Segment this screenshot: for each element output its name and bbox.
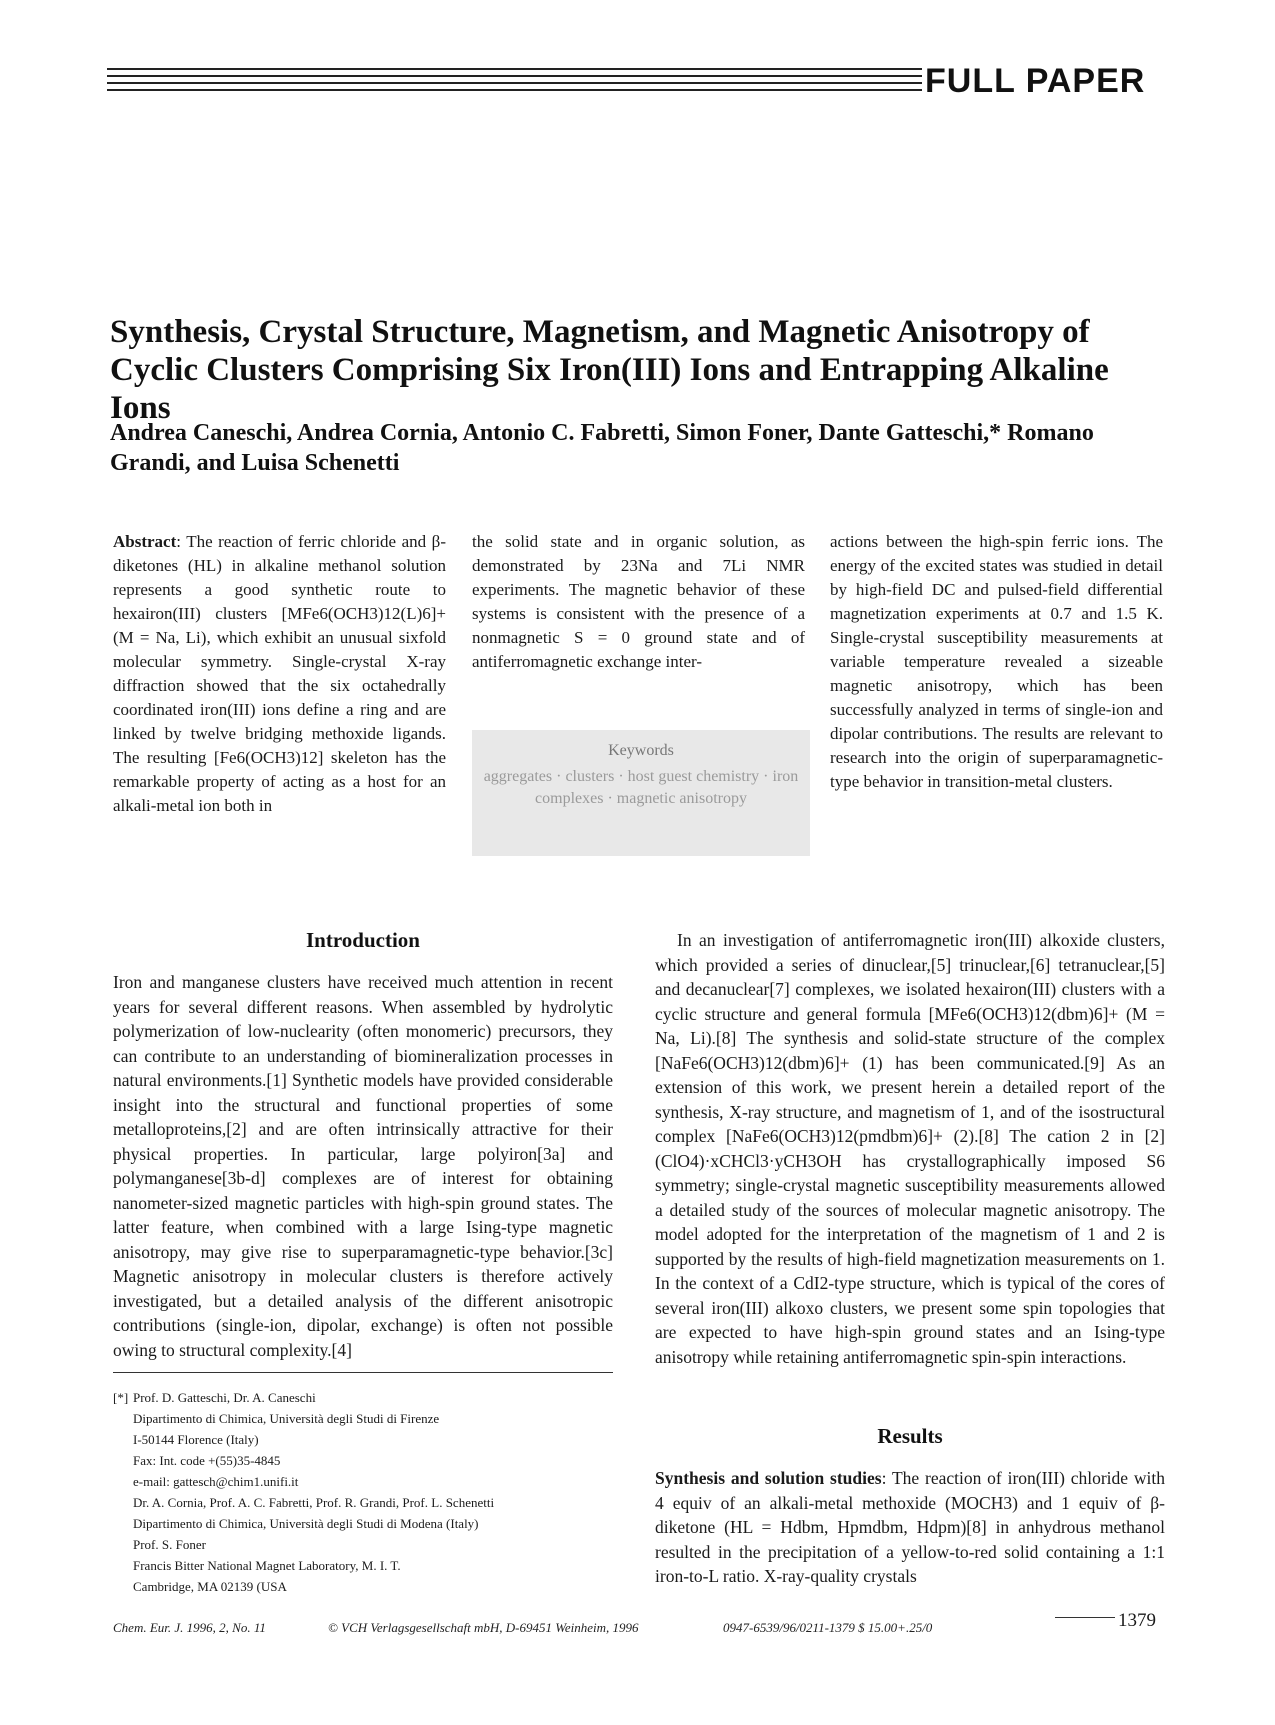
abstract-text-1: The reaction of ferric chloride and β-diketones (HL) in alkaline methanol solution represents a good synthetic route to hexairon(III) clusters [MFe6(OCH3)12(L)6]+ (M = Na, Li), which exhibit an unusual sixfold molecular symmetry. Single-crystal X-ray diffraction showed that the six octahedrally coordinated iron(III) ions define a ring and are linked by twelve bridging methoxide ligands. The resulting [Fe6(OCH3)12] skeleton has the remarkable property of acting as a host for an alkali-metal ion both in <box>113 532 446 815</box>
keywords-title: Keywords <box>608 742 674 759</box>
header-rule <box>107 68 922 98</box>
publisher-line: © VCH Verlagsgesellschaft mbH, D-69451 Weinheim, 1996 <box>328 1620 639 1635</box>
footnote-line: Prof. S. Foner <box>133 1537 206 1552</box>
paper-title: Synthesis, Crystal Structure, Magnetism, and Magnetic Anisotropy of Cyclic Clusters Comprising Six Iron(III) Ions and Entrapping Alkaline Ions <box>110 314 1109 426</box>
results-text: Synthesis and solution studies: The reaction of iron(III) chloride with 4 equiv of an alkali-metal methoxide (MOCH3) and 1 equiv of β-diketone (HL = Hdbm, Hpmdbm, Hdpm)[8] in anhydrous methanol resulted in the precipitation of a yellow-to-red solid containing a 1:1 iron-to-L ratio. X-ray-quality crystals <box>655 1468 1165 1586</box>
abstract-column-2: the solid state and in organic solution, as demonstrated by 23Na and 7Li NMR experiments. The magnetic behavior of these systems is consistent with the presence of a nonmagnetic S = 0 ground state and of antiferromagnetic exchange inter- <box>472 532 805 671</box>
footnote-line: Dipartimento di Chimica, Università degli Studi di Modena (Italy) <box>133 1516 479 1531</box>
journal-citation: Chem. Eur. J. 1996, 2, No. 11 <box>113 1620 266 1635</box>
issn-line: 0947-6539/96/0211-1379 $ 15.00+.25/0 <box>723 1620 933 1635</box>
footnote-line: Dr. A. Cornia, Prof. A. C. Fabretti, Prof. R. Grandi, Prof. L. Schenetti <box>133 1495 495 1510</box>
results-paragraph: The reaction of iron(III) chloride with 4 equiv of an alkali-metal methoxide (MOCH3) and 1 equiv of β-diketone (HL = Hdbm, Hpmdbm, Hdpm)[8] in anhydrous methanol resulted in the precipitation of a yellow-to-red solid containing a 1:1 iron-to-L ratio. X-ray-quality crystals <box>655 1468 1165 1586</box>
abstract-column-3: actions between the high-spin ferric ions. The energy of the excited states was studied in detail by high-field DC and pulsed-field differential magnetization experiments at 0.7 and 1.5 K. Single-crystal susceptibility measurements at variable temperature revealed a sizeable magnetic anisotropy, which has been successfully analyzed in terms of single-ion and dipolar contributions. The results are relevant to research into the origin of superparamagnetic-type behavior in transition-metal clusters. <box>830 532 1163 791</box>
footnote-line: e-mail: gattesch@chim1.unifi.it <box>133 1474 299 1489</box>
section-label: FULL PAPER <box>925 62 1146 100</box>
keywords-list: aggregates · clusters · host guest chemistry · iron complexes · magnetic anisotropy <box>483 768 799 807</box>
results-heading: Results <box>877 1424 943 1448</box>
author-list: Andrea Caneschi, Andrea Cornia, Antonio C. Fabretti, Simon Foner, Dante Gatteschi,* Romano Grandi, and Luisa Schenetti <box>110 420 1094 476</box>
footnote-rule <box>113 1372 613 1373</box>
footnote-line: Fax: Int. code +(55)35-4845 <box>133 1453 281 1468</box>
right-column-text: In an investigation of antiferromagnetic iron(III) alkoxide clusters, which provided a series of dinuclear,[5] trinuclear,[6] tetranuclear,[5] and decanuclear[7] complexes, we isolated hexairon(III) clusters with a cyclic structure and general formula [MFe6(OCH3)12(dbm)6]+ (M = Na, Li).[8] The synthesis and solid-state structure of the complex [NaFe6(OCH3)12(dbm)6]+ (1) has been communicated.[9] As an extension of this work, we present herein a detailed report of the synthesis, X-ray structure, and magnetism of 1, and of the isostructural complex [NaFe6(OCH3)12(pmdbm)6]+ (2).[8] The cation 2 in [2](ClO4)·xCHCl3·yCH3OH has crystallographically imposed S6 symmetry; single-crystal magnetic susceptibility measurements allowed a detailed study of the sources of molecular magnetic anisotropy. The model adopted for the interpretation of the magnetism of 1 and 2 is supported by the results of high-field magnetization measurements on 1. In the context of a CdI2-type structure, which is typical of the cores of several iron(III) alkoxo clusters, we present some spin topologies that are expected to have high-spin ground states and an Ising-type anisotropy while retaining antiferromagnetic spin-spin interactions. <box>655 930 1165 1367</box>
page-number-rule <box>1055 1617 1115 1618</box>
footnote-line: I-50144 Florence (Italy) <box>133 1432 259 1447</box>
abstract-column-1: Abstract: The reaction of ferric chloride and β-diketones (HL) in alkaline methanol solution represents a good synthetic route to hexairon(III) clusters [MFe6(OCH3)12(L)6]+ (M = Na, Li), which exhibit an unusual sixfold molecular symmetry. Single-crystal X-ray diffraction showed that the six octahedrally coordinated iron(III) ions define a ring and are linked by twelve bridging methoxide ligands. The resulting [Fe6(OCH3)12] skeleton has the remarkable property of acting as a host for an alkali-metal ion both in <box>113 532 446 815</box>
introduction-heading: Introduction <box>306 928 420 952</box>
abstract-label: Abstract <box>113 532 177 551</box>
page-number: 1379 <box>1118 1610 1156 1631</box>
footnote-line: Cambridge, MA 02139 (USA <box>133 1579 287 1594</box>
introduction-text: Iron and manganese clusters have received much attention in recent years for several different reasons. When assembled by hydrolytic polymerization of low-nuclearity (often monomeric) precursors, they can contribute to an understanding of biomineralization processes in natural environments.[1] Synthetic models have provided considerable insight into the structural and functional properties of some metalloproteins,[2] and are often intrinsically attractive for their physical properties. In particular, large polyiron[3a] and polymanganese[3b-d] complexes are of interest for obtaining nanometer-sized magnetic particles with high-spin ground states. The latter feature, when combined with a large Ising-type magnetic anisotropy, may give rise to superparamagnetic-type behavior.[3c] Magnetic anisotropy in molecular clusters is therefore actively investigated, but a detailed analysis of the different anisotropic contributions (single-ion, dipolar, exchange) is often not possible owing to structural complexity.[4] <box>113 972 613 1360</box>
results-label: Synthesis and solution studies <box>655 1468 882 1488</box>
keywords-box <box>472 730 810 856</box>
footnote-line: Prof. D. Gatteschi, Dr. A. Caneschi <box>133 1390 316 1405</box>
footnote-line: Dipartimento di Chimica, Università degli Studi di Firenze <box>133 1411 440 1426</box>
footnote-line: Francis Bitter National Magnet Laboratory, M. I. T. <box>133 1558 401 1573</box>
footnote-mark: [*] <box>113 1390 129 1405</box>
affiliation-footnote <box>113 1388 633 1598</box>
